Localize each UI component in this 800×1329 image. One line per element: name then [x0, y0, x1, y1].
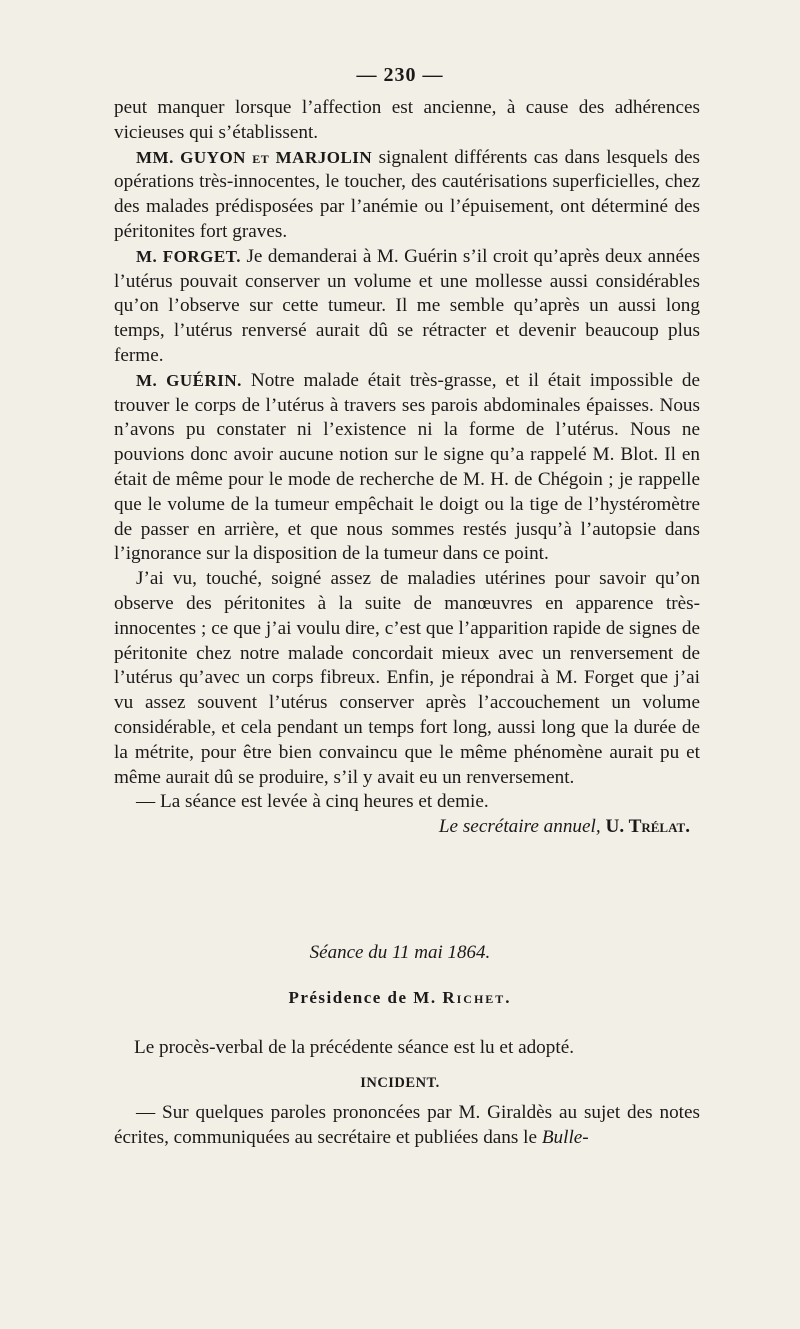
- paragraph-text: signalent différents cas dans lesquels des opérations très-innocentes, le toucher, des cautérisations superficielles, chez des malades prédisposées par l’anémie ou l’épuisement, ont déterminé des péritonites fort graves.: [114, 146, 700, 242]
- session-heading: Séance du 11 mai 1864.: [309, 942, 491, 963]
- paragraph-text: peut manquer lorsque l’affection est ancienne, à cause des adhérences vicieuses qui s’établissent.: [114, 97, 700, 143]
- signature-name: U. Trélat.: [605, 816, 690, 838]
- paragraph-text: Notre malade était très-grasse, et il était impossible de trouver le corps de l’utérus à travers ses parois abdominales épaisses. Nous n’avons pu constater ni l’existence ni la forme de l’utérus. Nous ne pouvions donc avoir aucune notion sur le signe qu’a rappelé M. Blot. Il en était de même pour le mode de recherche de M. H. de Chégoin ; je rappelle que le volume de la tumeur empêchait le doigt ou la tige de l’hystéromètre de passer en arrière, et que nous sommes restés jusqu’à l’autopsie dans l’ignorance sur la disposition de la tumeur dans ce point.: [114, 369, 700, 565]
- paragraph: [114, 790, 700, 815]
- president-name: Richet.: [442, 988, 512, 1007]
- paragraph: [114, 567, 700, 790]
- paragraph: [114, 1101, 700, 1151]
- paragraph: [114, 146, 700, 245]
- signature: [114, 815, 700, 840]
- paragraph: [114, 369, 700, 567]
- paragraph-text: Je demanderai à M. Guérin s’il croit qu’après deux années l’utérus pouvait conserver un volume et une mollesse aussi considérables qu’on l’observe sur cette tumeur. Il me semble qu’après un aussi long temps, l’utérus renversé aurait dû se rétracter et devenir beaucoup plus ferme.: [114, 245, 701, 366]
- signature-label: Le secrétaire annuel,: [438, 816, 601, 838]
- page-number: — 230 —: [356, 64, 444, 86]
- speaker-name: M. GUÉRIN.: [136, 370, 242, 390]
- paragraph-text: J’ai vu, touché, soigné assez de maladies utérines pour savoir qu’on observe des péritonites à la suite de manœuvres en apparence très-innocentes ; ce que j’ai voulu dire, c’est que l’apparition rapide de signes de péritonite chez notre malade concordait mieux avec un renversement de l’utérus qu’avec un corps fibreux. Enfin, je répondrai à M. Forget que j’ai vu assez souvent l’utérus conserver après l’accouchement un volume considérable, et cela pendant un temps fort long, aussi long que la durée de la métrite, pour être bien convaincu que le même phénomène aurait pu et même aurait dû se produire, s’il y avait eu un renversement.: [114, 568, 700, 788]
- paragraph-text: — La séance est levée à cinq heures et demie.: [136, 791, 489, 813]
- paragraph-text: — Sur quelques paroles prononcées par M. Giraldès au sujet des notes écrites, communiquées au secrétaire et publiées dans le: [114, 1102, 700, 1148]
- presidency-heading: [0, 988, 800, 1008]
- speaker-name: MM. GUYON et MARJOLIN: [136, 147, 373, 167]
- incident-heading: INCIDENT.: [360, 1075, 440, 1091]
- presidency-prefix: Présidence de M.: [288, 988, 437, 1007]
- minutes-statement: Le procès-verbal de la précédente séance est lu et adopté.: [134, 1037, 575, 1058]
- speaker-name: M. FORGET.: [136, 246, 241, 266]
- body-text: [114, 96, 700, 840]
- italic-word: Bulle-: [541, 1126, 589, 1148]
- paragraph: [114, 245, 700, 369]
- paragraph: [114, 96, 700, 146]
- final-paragraph: [114, 1101, 700, 1151]
